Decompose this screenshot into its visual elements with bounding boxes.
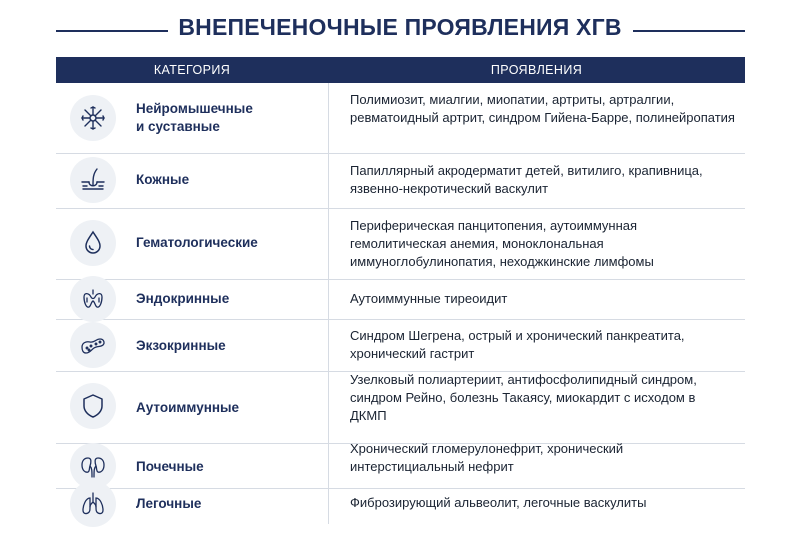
table-row: [56, 153, 745, 209]
nerve-icon: [70, 95, 116, 141]
category-label: Почечные: [136, 459, 204, 474]
thyroid-icon: [70, 276, 116, 322]
manifestations-text: Полимиозит, миалгии, миопатии, артриты, артралгии, ревматоидный артрит, синдром Гийена-Барре, полинейропатия: [350, 92, 735, 125]
manifestations-text: Периферическая панцитопения, аутоиммунная гемолитическая анемия, моноклональная иммуноглобулинопатия, неходжкинские лимфомы: [350, 218, 654, 269]
manifestations-text: Папиллярный акродерматит детей, витилиго, крапивница, язвенно-некротический васкулит: [350, 163, 703, 196]
category-label: Экзокринные: [136, 338, 226, 353]
category-label: Гематологические: [136, 235, 258, 250]
table-header: [56, 57, 745, 83]
manifestations-text: Аутоиммунные тиреоидит: [350, 291, 508, 306]
table-row: [56, 443, 745, 489]
page-title: ВНЕПЕЧЕНОЧНЫЕ ПРОЯВЛЕНИЯ ХГВ: [178, 14, 622, 40]
table-row: [56, 279, 745, 320]
table-row: [56, 83, 745, 154]
table-row: [56, 488, 745, 524]
manifestations-text: Хронический гломерулонефрит, хронический интерстициальный нефрит: [350, 441, 624, 474]
category-label: Аутоиммунные: [136, 400, 240, 415]
manifestations-table: [56, 57, 745, 524]
category-label: Эндокринные: [136, 291, 230, 306]
category-label: Нейромышечные и суставные: [136, 101, 253, 134]
manifestations-text: Узелковый полиартериит, антифосфолипидный синдром, синдром Рейно, болезнь Такаясу, миокардит с исходом в ДКМП: [350, 372, 697, 423]
blood-drop-icon: [70, 220, 116, 266]
lungs-icon: [70, 481, 116, 527]
header-category: КАТЕГОРИЯ: [153, 63, 231, 77]
table-row: [56, 319, 745, 372]
table-row: [56, 208, 745, 280]
hair-follicle-icon: [70, 157, 116, 203]
title-area: [0, 0, 800, 58]
pancreas-icon: [70, 322, 116, 368]
title-rule-right: [633, 30, 745, 32]
table-row: [56, 371, 745, 444]
manifestations-text: Синдром Шегрена, острый и хронический панкреатита, хронический гастрит: [350, 328, 685, 361]
category-label: Кожные: [136, 172, 190, 187]
manifestations-text: Фиброзирующий альвеолит, легочные васкулиты: [350, 495, 647, 510]
category-label: Легочные: [136, 496, 202, 511]
header-manifestations: ПРОЯВЛЕНИЯ: [490, 63, 583, 77]
shield-icon: [70, 383, 116, 429]
